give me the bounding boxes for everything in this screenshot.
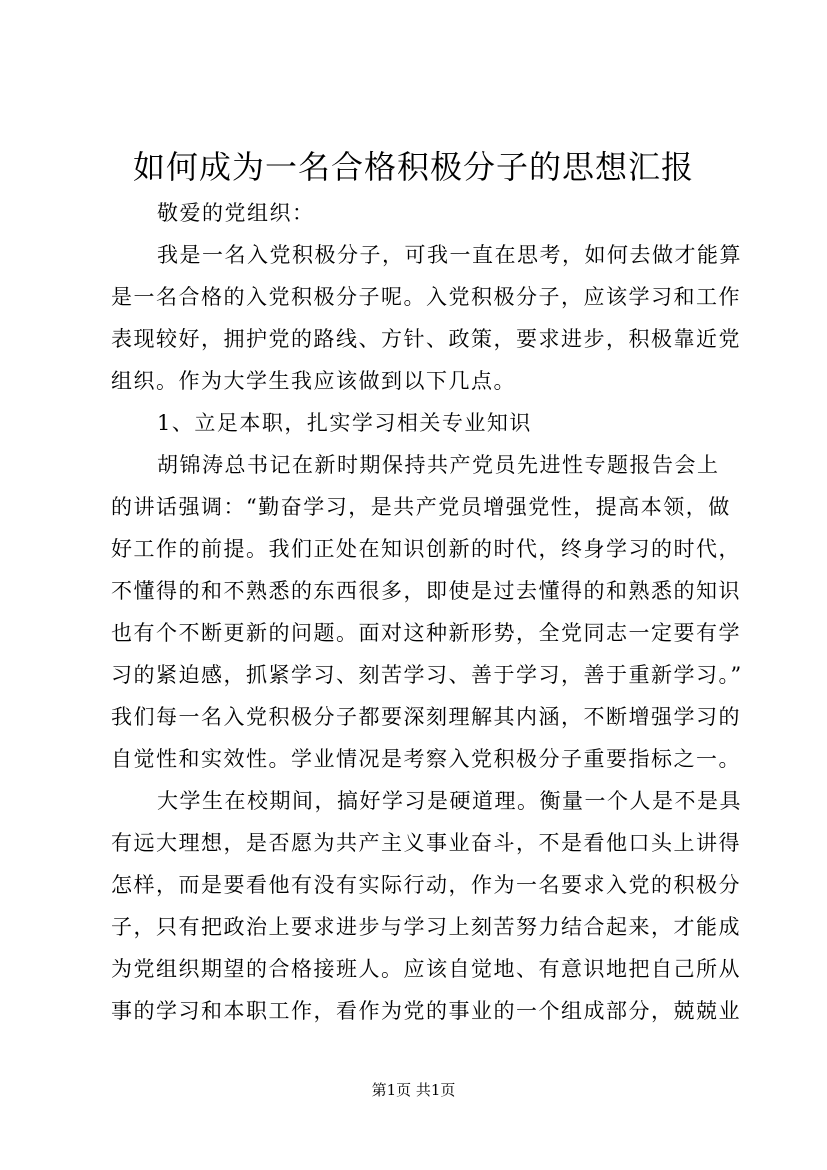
- greeting: 敬爱的党组织：: [157, 201, 315, 225]
- paragraph-line: 组织。作为大学生我应该做到以下几点。: [111, 369, 516, 393]
- paragraph-line: 是一名合格的入党积极分子呢。入党积极分子，应该学习和工作: [111, 285, 741, 309]
- paragraph-line: 我是一名入党积极分子，可我一直在思考，如何去做才能算: [157, 243, 742, 267]
- paragraph-line: 有远大理想，是否愿为共产主义事业奋斗，不是看他口头上讲得: [111, 831, 741, 855]
- paragraph-line: 的讲话强调：“勤奋学习，是共产党员增强党性，提高本领，做: [111, 495, 731, 519]
- paragraph-line: 胡锦涛总书记在新时期保持共产党员先进性专题报告会上: [157, 453, 720, 477]
- paragraph-line: 大学生在校期间，搞好学习是硬道理。衡量一个人是不是具: [157, 789, 742, 813]
- paragraph-line: 子，只有把政治上要求进步与学习上刻苦努力结合起来，才能成: [111, 915, 741, 939]
- page-number-footer: 第1页 共1页: [371, 1081, 456, 1099]
- paragraph-line: 事的学习和本职工作，看作为党的事业的一个组成部分，兢兢业: [111, 999, 741, 1023]
- paragraph-line: 习的紧迫感，抓紧学习、刻苦学习、善于学习，善于重新学习。”: [111, 663, 743, 687]
- paragraph-line: 好工作的前提。我们正处在知识创新的时代，终身学习的时代，: [111, 537, 741, 561]
- paragraph-line: 不懂得的和不熟悉的东西很多，即使是过去懂得的和熟悉的知识: [111, 579, 741, 603]
- paragraph-line: 自觉性和实效性。学业情况是考察入党积极分子重要指标之一。: [111, 747, 741, 771]
- section-heading: 1、立足本职，扎实学习相关专业知识: [157, 411, 532, 435]
- paragraph-line: 怎样，而是要看他有没有实际行动，作为一名要求入党的积极分: [111, 873, 741, 897]
- paragraph-line: 为党组织期望的合格接班人。应该自觉地、有意识地把自己所从: [111, 957, 741, 981]
- document-title: 如何成为一名合格积极分子的思想汇报: [132, 148, 694, 186]
- paragraph-line: 表现较好，拥护党的路线、方针、政策，要求进步，积极靠近党: [111, 327, 741, 351]
- paragraph-line: 也有个不断更新的问题。面对这种新形势，全党同志一定要有学: [111, 621, 741, 645]
- paragraph-line: 我们每一名入党积极分子都要深刻理解其内涵，不断增强学习的: [111, 705, 741, 729]
